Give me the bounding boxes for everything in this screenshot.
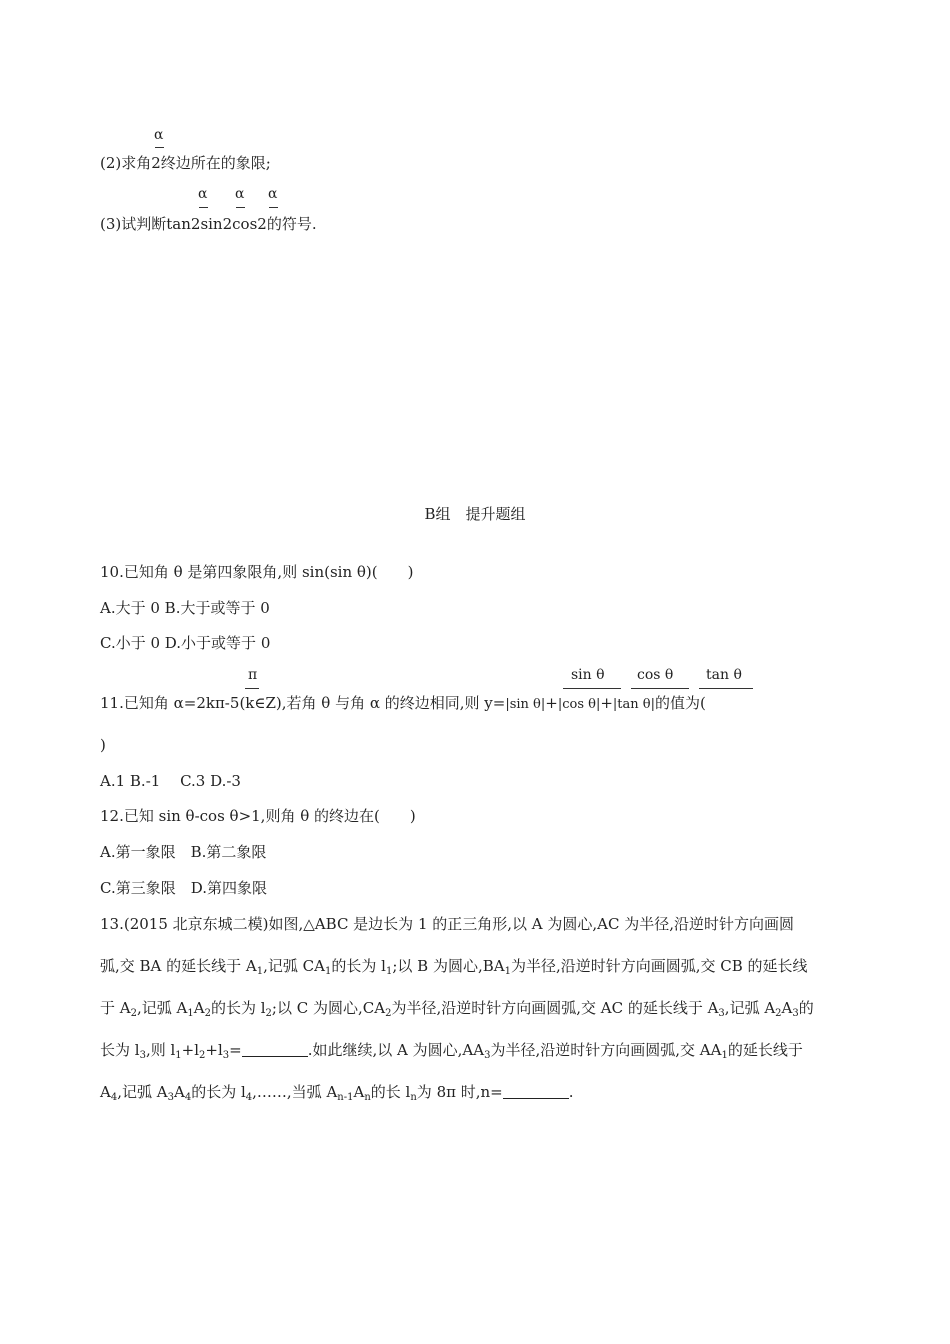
fraction-numerator: cos θ xyxy=(637,667,674,683)
q11-suffix: 的值为( xyxy=(655,694,706,712)
fraction-numerator: π xyxy=(248,667,258,683)
q3-cos: cos xyxy=(232,215,258,233)
text: 长为 l xyxy=(100,1041,140,1059)
text: ,记弧 A xyxy=(724,999,776,1017)
fraction-numerator: α xyxy=(235,186,245,202)
section-title: B组 提升题组 xyxy=(424,505,526,523)
text: +l xyxy=(205,1041,223,1059)
subscript: 2 xyxy=(199,1050,206,1061)
question-2-line xyxy=(100,153,271,173)
fraction-denominator: |tan θ| xyxy=(612,697,655,712)
subscript: 1 xyxy=(721,1050,728,1061)
fraction-numerator: sin θ xyxy=(571,667,605,683)
subscript: n xyxy=(410,1092,417,1103)
fraction-denominator: |cos θ| xyxy=(557,697,601,712)
subscript: 4 xyxy=(245,1092,253,1103)
fraction-denominator: 2 xyxy=(257,215,267,233)
fraction-denominator: 2 xyxy=(151,154,161,172)
subscript: n-1 xyxy=(337,1092,354,1103)
question-11-close: ) xyxy=(100,736,106,754)
fraction-numerator: α xyxy=(268,186,278,202)
subscript: 1 xyxy=(256,966,264,977)
q11-prefix: 11.已知角 α=2kπ- xyxy=(100,694,230,712)
fraction-bar xyxy=(269,207,278,208)
question-13-line-5 xyxy=(100,1082,574,1108)
text: A xyxy=(781,999,793,1017)
text: +l xyxy=(181,1041,200,1059)
fraction-denominator: 5 xyxy=(229,694,240,712)
question-3-line xyxy=(100,214,317,234)
question-12-options-ab: A.第一象限 B.第二象限 xyxy=(100,843,267,861)
fraction-numerator: α xyxy=(198,186,208,202)
question-13-line-2 xyxy=(100,956,808,982)
fraction-bar xyxy=(236,207,245,208)
subscript: 3 xyxy=(484,1050,491,1061)
text: 的长为 l xyxy=(210,999,266,1017)
question-11-stem xyxy=(100,693,706,715)
text: ,则 l xyxy=(145,1041,176,1059)
subscript: 2 xyxy=(130,1008,137,1019)
fraction-bar xyxy=(155,147,164,148)
q11-mid: (k∈Z),若角 θ 与角 α 的终边相同,则 y= xyxy=(239,694,506,712)
subscript: 4 xyxy=(184,1092,192,1103)
text: 的长为 l xyxy=(331,957,386,975)
subscript: 2 xyxy=(265,1008,272,1019)
plus-sign: + xyxy=(600,694,613,712)
q3-tan: tan xyxy=(166,215,191,233)
fraction-numerator: tan θ xyxy=(706,667,742,683)
text: A xyxy=(100,1083,111,1101)
question-12-options-cd: C.第三象限 D.第四象限 xyxy=(100,879,267,897)
text: 的延长线于 xyxy=(727,1041,803,1059)
fraction-bar xyxy=(245,688,259,689)
text: A xyxy=(173,1083,185,1101)
text: 为半径,沿逆时针方向画圆弧,交 AA xyxy=(490,1041,722,1059)
text: 的长为 l xyxy=(191,1083,246,1101)
text: A xyxy=(193,999,205,1017)
subscript: 1 xyxy=(187,1008,194,1019)
fraction-numerator: α xyxy=(154,127,164,143)
text: 为半径,沿逆时针方向画圆弧,交 AC 的延长线于 A xyxy=(391,999,719,1017)
text: ,记弧 CA xyxy=(263,957,325,975)
subscript: 3 xyxy=(139,1050,146,1061)
text: = xyxy=(229,1041,242,1059)
question-11-options: A.1 B.-1 C.3 D.-3 xyxy=(100,772,241,790)
question-13-line-1: 13.(2015 北京东城二模)如图,△ABC 是边长为 1 的正三角形,以 A 为圆心,AC 为半径,沿逆时针方向画圆 xyxy=(100,915,795,933)
question-13-line-3 xyxy=(100,998,814,1024)
text: 于 A xyxy=(100,999,131,1017)
subscript: 1 xyxy=(504,966,511,977)
fraction-denominator: 2 xyxy=(222,215,233,233)
subscript: 2 xyxy=(385,1008,392,1019)
text: ,……,当弧 A xyxy=(252,1083,338,1101)
fraction-denominator: |sin θ| xyxy=(505,697,546,712)
q3-suffix: 的符号. xyxy=(266,215,317,233)
text: ;以 B 为圆心,BA xyxy=(392,957,505,975)
fraction-denominator: 2 xyxy=(190,215,201,233)
fraction-bar xyxy=(199,207,208,208)
question-12-stem: 12.已知 sin θ-cos θ>1,则角 θ 的终边在( ) xyxy=(100,807,416,825)
subscript: 1 xyxy=(385,966,393,977)
text: .如此继续,以 A 为圆心,AA xyxy=(307,1041,485,1059)
text: ,记弧 A xyxy=(117,1083,168,1101)
q2-prefix: (2)求角 xyxy=(100,154,152,172)
answer-blank[interactable] xyxy=(503,1084,569,1099)
subscript: 1 xyxy=(325,966,332,977)
subscript: 3 xyxy=(792,1008,799,1019)
text: 的长 l xyxy=(370,1083,411,1101)
question-10-stem: 10.已知角 θ 是第四象限角,则 sin(sin θ)( ) xyxy=(100,563,414,581)
question-10-options-ab: A.大于 0 B.大于或等于 0 xyxy=(100,599,270,617)
q3-prefix: (3)试判断 xyxy=(100,215,167,233)
plus-sign: + xyxy=(545,694,558,712)
text: . xyxy=(568,1083,574,1101)
subscript: 4 xyxy=(110,1092,118,1103)
subscript: 2 xyxy=(775,1008,782,1019)
question-13-line-4 xyxy=(100,1040,803,1066)
subscript: 2 xyxy=(204,1008,211,1019)
subscript: 3 xyxy=(718,1008,725,1019)
text: 为半径,沿逆时针方向画圆弧,交 CB 的延长线 xyxy=(510,957,808,975)
answer-blank[interactable] xyxy=(242,1042,308,1057)
text: A xyxy=(353,1083,365,1101)
subscript: 1 xyxy=(175,1050,182,1061)
fraction-bar xyxy=(699,688,753,689)
q2-suffix: 终边所在的象限; xyxy=(160,154,271,172)
text: 为 8π 时,n= xyxy=(416,1083,503,1101)
subscript: 3 xyxy=(222,1050,230,1061)
text: 弧,交 BA 的延长线于 A xyxy=(100,957,257,975)
fraction-bar xyxy=(631,688,689,689)
subscript: n xyxy=(364,1092,371,1103)
fraction-bar xyxy=(563,688,621,689)
text: ,记弧 A xyxy=(136,999,188,1017)
text: 的 xyxy=(798,999,814,1017)
text: ;以 C 为圆心,CA xyxy=(271,999,386,1017)
q3-sin: sin xyxy=(200,215,223,233)
subscript: 3 xyxy=(167,1092,174,1103)
question-10-options-cd: C.小于 0 D.小于或等于 0 xyxy=(100,634,271,652)
